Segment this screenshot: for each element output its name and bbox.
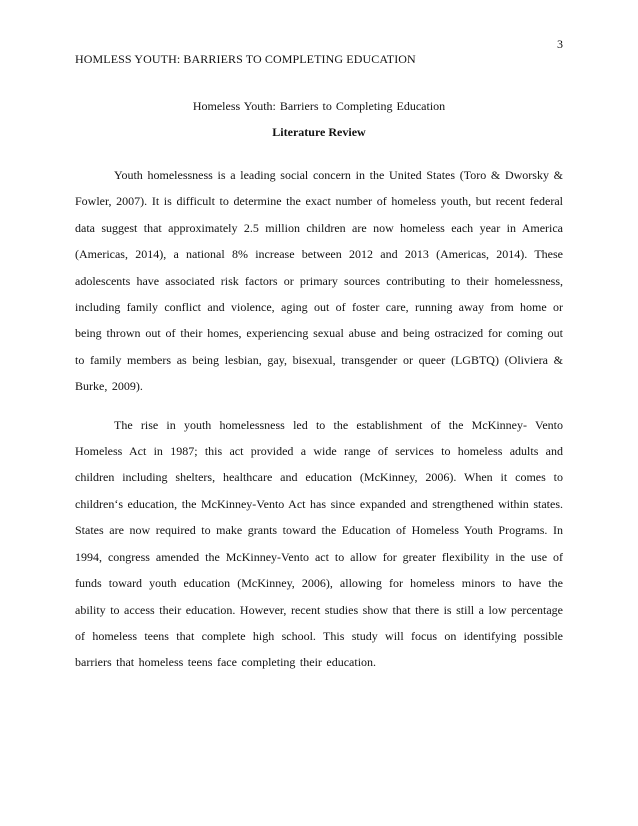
- running-head: HOMLESS YOUTH: BARRIERS TO COMPLETING EDUCATION: [75, 52, 416, 66]
- section-heading: Literature Review: [272, 125, 366, 139]
- page-number: 3: [557, 37, 563, 51]
- paper-title: Homeless Youth: Barriers to Completing Education: [192, 99, 446, 113]
- paragraph-intro: Youth homelessness is a leading social concern in the United States (Toro & Dworsky & Fowler, 2007). It is difficult to determine the exact number of homeless youth, but recent federal data suggest that approximately 2.5 million children are now homeless each year in America (Americas, 2014), a national 8% increase between 2012 and 2013 (Americas, 2014). These adolescents have associated risk factors or primary sources contributing to their homelessness, including family conflict and violence, aging out of foster care, running away from home or being thrown out of their homes, experiencing sexual abuse and being ostracized for coming out to family members as being lesbian, gay, bisexual, transgender or queer (LGBTQ) (Oliviera & Burke, 2009).: [75, 168, 563, 394]
- paragraph-mckinney-vento: The rise in youth homelessness led to the establishment of the McKinney- Vento Homeless Act in 1987; this act provided a wide range of services to homeless adults and children including shelters, healthcare and education (McKinney, 2006). When it comes to children‘s education, the McKinney-Vento Act has since expanded and strengthened within states. States are now required to make grants toward the Education of Homeless Youth Programs. In 1994, congress amended the McKinney-Vento act to allow for greater flexibility in the use of funds toward youth education (McKinney, 2006), allowing for homeless minors to have the ability to access their education. However, recent studies show that there is still a low percentage of homeless teens that complete high school. This study will focus on identifying possible barriers that homeless teens face completing their education.: [75, 417, 563, 670]
- body-text: [75, 162, 563, 676]
